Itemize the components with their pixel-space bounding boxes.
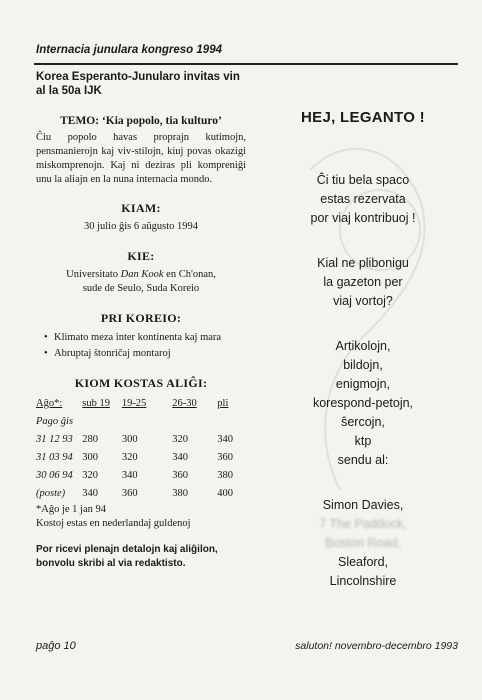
address-line: Lincolnshire xyxy=(329,574,397,588)
question-line: Kial ne plibonigu xyxy=(317,256,409,270)
submission-line: bildojn, xyxy=(343,358,383,372)
question-block xyxy=(268,254,458,311)
issue-label: saluton! novembro-decembro 1993 xyxy=(295,640,458,652)
invitation-line: por viaj kontribuoj ! xyxy=(310,211,416,225)
table-header: 19-25 xyxy=(121,398,147,409)
invitation-block xyxy=(268,171,458,228)
address-line: Sleaford, xyxy=(337,555,389,569)
page-number: paĝo 10 xyxy=(36,640,76,652)
table-header: Aĝo*: xyxy=(36,398,63,409)
submission-line: ktp xyxy=(354,434,372,448)
table-header: pli xyxy=(217,398,229,409)
table-cell: 320 xyxy=(121,452,138,463)
table-cell: 300 xyxy=(82,452,98,463)
table-cell: 380 xyxy=(217,470,234,481)
table-header: sub 19 xyxy=(82,398,110,409)
when-text: 30 julio ĝis 6 aŭgusto 1994 xyxy=(83,221,199,232)
age-note: *Aĝo je 1 jan 94 xyxy=(36,503,106,515)
address-line: Simon Davies, xyxy=(322,498,404,512)
korea-title: PRI KOREIO: xyxy=(100,310,182,325)
invitation-line: estas rezervata xyxy=(320,192,406,206)
header-rule xyxy=(34,63,458,65)
submission-line: enigmojn, xyxy=(335,377,391,391)
where-university-name: Dan Kook xyxy=(120,268,164,280)
right-column xyxy=(268,108,458,591)
list-item: • Abruptaj ŝtonriĉaj montaroj xyxy=(44,346,246,362)
where-line-1 xyxy=(36,268,246,283)
left-column xyxy=(36,70,246,571)
costs-table xyxy=(36,395,246,503)
table-cell: 360 xyxy=(217,452,234,463)
table-cell: 380 xyxy=(172,488,189,499)
invitation-line: Ĉi tiu bela spaco xyxy=(316,173,410,187)
table-header-row xyxy=(36,395,246,413)
submission-line: ŝercojn, xyxy=(341,415,385,429)
currency-note: Kostoj estas en nederlandaj guldenoj xyxy=(36,517,191,529)
table-header: 26-30 xyxy=(172,398,197,409)
table-cell: (poste) xyxy=(36,488,66,499)
table-cell: 280 xyxy=(82,434,98,445)
where-line-1-post: en Ch'onan, xyxy=(163,268,216,280)
table-row xyxy=(36,485,246,503)
table-cell: 340 xyxy=(217,434,234,445)
table-cell: 400 xyxy=(217,488,234,499)
table-cell: 340 xyxy=(172,452,189,463)
call-out-title: HEJ, LEGANTO ! xyxy=(301,109,425,126)
where-line-1-pre: Universitato xyxy=(66,268,121,280)
when-title: KIAM: xyxy=(121,201,161,215)
table-cell: 320 xyxy=(172,434,189,445)
contact-note: Por ricevi plenajn detalojn kaj aliĝilon, bonvolu skribi al via redaktisto. xyxy=(36,543,218,569)
submission-types-block xyxy=(268,337,458,470)
table-row xyxy=(36,431,246,449)
table-cell: 30 06 94 xyxy=(36,470,73,481)
korea-list xyxy=(36,330,246,362)
table-cell: 360 xyxy=(172,470,189,481)
address-line-redacted: 7 The Paddock, xyxy=(319,517,407,531)
table-cell: 31 03 94 xyxy=(36,452,73,463)
table-subheader-row xyxy=(36,413,246,431)
submission-line: sendu al: xyxy=(337,453,389,467)
address-line-redacted: Boston Road, xyxy=(325,536,401,550)
table-cell: 340 xyxy=(121,470,138,481)
table-cell: 320 xyxy=(82,470,98,481)
theme-title: TEMO: ‘Kia popolo, tia kulturo’ xyxy=(60,115,222,127)
table-row xyxy=(36,467,246,485)
table-cell: 300 xyxy=(121,434,138,445)
where-line-2: sude de Seulo, Suda Koreio xyxy=(82,283,200,294)
where-title: KIE: xyxy=(127,248,155,263)
submission-line: Artikolojn, xyxy=(335,339,391,353)
table-row xyxy=(36,449,246,467)
submission-line: korespond-petojn, xyxy=(312,396,414,410)
table-cell: 340 xyxy=(82,488,98,499)
table-cell: 31 12 93 xyxy=(36,434,73,445)
running-head: Internacia junulara kongreso 1994 xyxy=(36,44,222,56)
editor-address xyxy=(268,496,458,591)
table-subheader: Pago ĝis xyxy=(36,416,74,427)
list-item: • Klimato meza inter kontinenta kaj mara xyxy=(44,330,246,346)
table-cell: 360 xyxy=(121,488,138,499)
costs-title: KIOM KOSTAS ALIĜI: xyxy=(74,375,208,390)
question-line: la gazeton per xyxy=(323,275,403,289)
theme-text: Ĉiu popolo havas proprajn kutimojn, pensmanierojn kaj viv-stilojn, kiuj povas okazigi miskomprenojn. Kaj ni deziras pli kompreniĝi unu la aliajn en la nuna internacia mondo. xyxy=(36,132,246,185)
intro-heading: Korea Esperanto-Junularo invitas vin al la 50a IJK xyxy=(36,71,240,97)
question-line: viaj vortoj? xyxy=(333,294,393,308)
